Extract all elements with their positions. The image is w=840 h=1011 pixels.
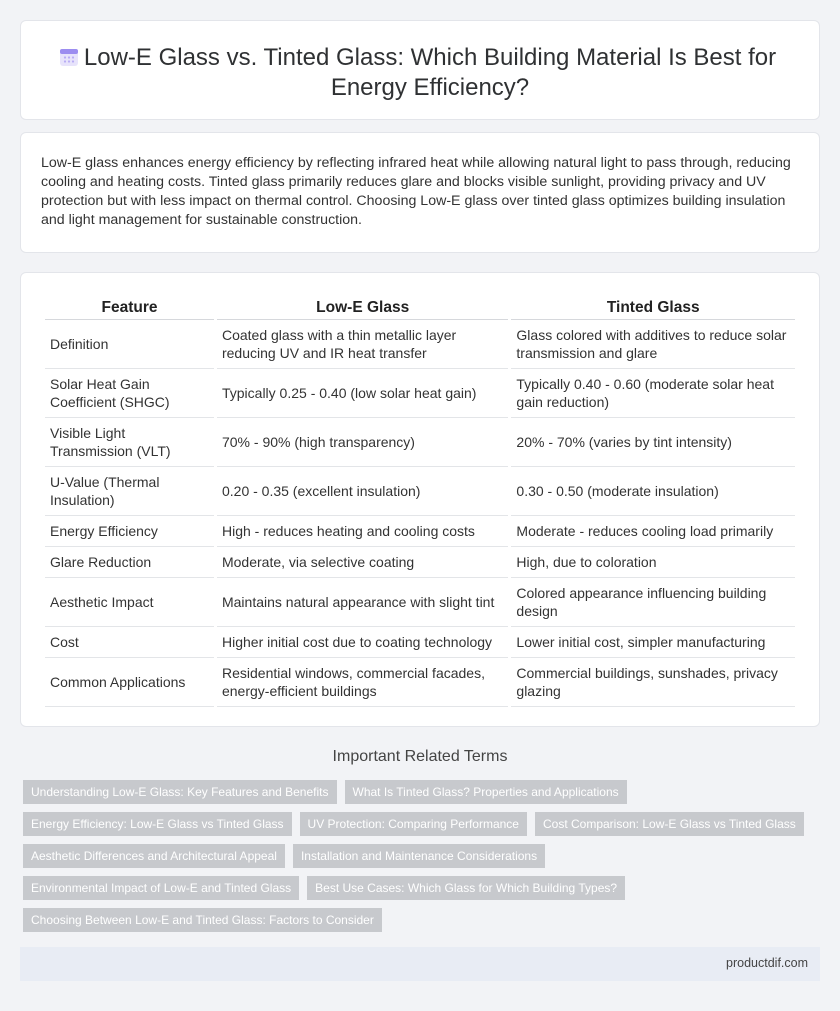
related-tag[interactable]: Energy Efficiency: Low-E Glass vs Tinted Glass: [23, 812, 292, 836]
row-low-e-value: Higher initial cost due to coating technology: [217, 627, 508, 658]
table-row: [45, 418, 795, 467]
tag-row: [23, 876, 625, 900]
row-feature: Definition: [45, 320, 214, 369]
related-tag[interactable]: What Is Tinted Glass? Properties and Applications: [345, 780, 627, 804]
row-tinted-value: 0.30 - 0.50 (moderate insulation): [511, 467, 795, 516]
row-feature: Common Applications: [45, 658, 214, 707]
related-tag[interactable]: Installation and Maintenance Considerations: [293, 844, 545, 868]
intro-card: [20, 132, 820, 253]
related-tag[interactable]: Environmental Impact of Low-E and Tinted Glass: [23, 876, 299, 900]
intro-paragraph: Low-E glass enhances energy efficiency by reflecting infrared heat while allowing natural light to pass through, reducing cooling and heating costs. Tinted glass primarily reduces glare and blocks visible sunlight, providing privacy and UV protection but with less impact on thermal control. Choosing Low-E glass over tinted glass optimizes building insulation and light management for sustainable construction.: [41, 155, 791, 228]
row-tinted-value: Typically 0.40 - 0.60 (moderate solar heat gain reduction): [511, 369, 795, 418]
table-row: [45, 627, 795, 658]
row-low-e-value: 70% - 90% (high transparency): [217, 418, 508, 467]
related-tag[interactable]: Choosing Between Low-E and Tinted Glass: Factors to Consider: [23, 908, 382, 932]
footer: [20, 947, 820, 981]
related-tag[interactable]: UV Protection: Comparing Performance: [300, 812, 527, 836]
row-low-e-value: Coated glass with a thin metallic layer reducing UV and IR heat transfer: [217, 320, 508, 369]
related-terms-heading: Important Related Terms: [332, 748, 508, 765]
table-row: [45, 516, 795, 547]
related-tag[interactable]: Understanding Low-E Glass: Key Features and Benefits: [23, 780, 337, 804]
row-low-e-value: 0.20 - 0.35 (excellent insulation): [217, 467, 508, 516]
table-row: [45, 369, 795, 418]
page-title: Low-E Glass vs. Tinted Glass: Which Building Material Is Best for Energy Efficiency?: [83, 44, 777, 101]
table-row: [45, 658, 795, 707]
related-tag[interactable]: Aesthetic Differences and Architectural Appeal: [23, 844, 285, 868]
table-header-row: [45, 296, 795, 320]
row-feature: U-Value (Thermal Insulation): [45, 467, 214, 516]
tag-row: [23, 812, 804, 836]
row-tinted-value: Moderate - reduces cooling load primarily: [511, 516, 795, 547]
tag-row: [23, 908, 382, 932]
row-tinted-value: Colored appearance influencing building design: [511, 578, 795, 627]
footer-site-link[interactable]: productdif.com: [726, 956, 808, 970]
table-row: [45, 578, 795, 627]
header-feature: Feature: [45, 296, 214, 320]
row-tinted-value: Commercial buildings, sunshades, privacy glazing: [511, 658, 795, 707]
row-tinted-value: Glass colored with additives to reduce solar transmission and glare: [511, 320, 795, 369]
comparison-table: [42, 296, 798, 707]
row-low-e-value: Moderate, via selective coating: [217, 547, 508, 578]
row-tinted-value: High, due to coloration: [511, 547, 795, 578]
header-low-e-glass: Low-E Glass: [217, 296, 508, 320]
related-tag[interactable]: Best Use Cases: Which Glass for Which Building Types?: [307, 876, 625, 900]
row-feature: Cost: [45, 627, 214, 658]
row-feature: Aesthetic Impact: [45, 578, 214, 627]
row-tinted-value: Lower initial cost, simpler manufacturing: [511, 627, 795, 658]
row-tinted-value: 20% - 70% (varies by tint intensity): [511, 418, 795, 467]
table-row: [45, 547, 795, 578]
row-feature: Visible Light Transmission (VLT): [45, 418, 214, 467]
tag-row: [23, 780, 627, 804]
row-low-e-value: Typically 0.25 - 0.40 (low solar heat gain): [217, 369, 508, 418]
row-low-e-value: Maintains natural appearance with slight tint: [217, 578, 508, 627]
row-feature: Solar Heat Gain Coefficient (SHGC): [45, 369, 214, 418]
header-tinted-glass: Tinted Glass: [511, 296, 795, 320]
row-feature: Glare Reduction: [45, 547, 214, 578]
row-feature: Energy Efficiency: [45, 516, 214, 547]
table-row: [45, 320, 795, 369]
tag-row: [23, 844, 545, 868]
title-card: [20, 20, 820, 120]
related-tag[interactable]: Cost Comparison: Low-E Glass vs Tinted Glass: [535, 812, 804, 836]
row-low-e-value: High - reduces heating and cooling costs: [217, 516, 508, 547]
table-row: [45, 467, 795, 516]
row-low-e-value: Residential windows, commercial facades, energy-efficient buildings: [217, 658, 508, 707]
comparison-table-card: [20, 272, 820, 727]
